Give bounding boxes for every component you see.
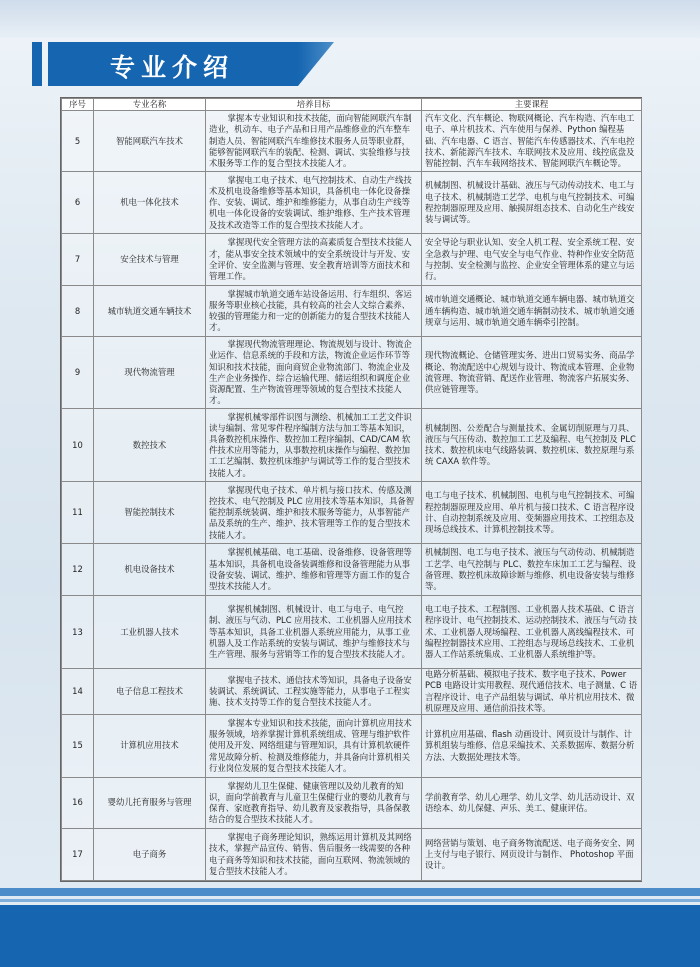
row-name: 现代物流管理 bbox=[94, 337, 206, 409]
table-row bbox=[62, 544, 642, 596]
table-row bbox=[62, 234, 642, 286]
row-name: 机电设备技术 bbox=[94, 544, 206, 596]
table-row bbox=[62, 337, 642, 409]
row-no: 13 bbox=[62, 596, 94, 669]
row-name: 计算机应用技术 bbox=[94, 715, 206, 778]
row-goal: 掌握本专业知识和技术技能，面向智能网联汽车制造业，机动车、电子产品和日用产品维修业的汽车整车制造人员、智能网联汽车维修技术服务人员等职业群，能够智能网联汽车的装配、检测、调试、实验维修与技术服务等工作的复合型技术技能人才。 bbox=[206, 111, 422, 172]
row-course: 机械制图、公差配合与测量技术、金属切削原理与刀具、液压与气压传动、数控加工工艺及编程、电气控制及 PLC 技术、数控机床电气线路装调、数控机床、数控原理与系统 CAXA 软件等。 bbox=[422, 409, 642, 482]
row-goal: 掌握电子技术、通信技术等知识，具备电子设备安装调试、系统调试、工程实施等能力，从事电子工程实施、技术支持等工作的复合型技术技能人才。 bbox=[206, 669, 422, 715]
table-row bbox=[62, 596, 642, 669]
table-row bbox=[62, 172, 642, 234]
row-no: 17 bbox=[62, 829, 94, 881]
row-course: 网络营销与策划、电子商务物流配送、电子商务安全、网上支付与电子银行、网页设计与制作、 Photoshop 平面设计。 bbox=[422, 829, 642, 881]
row-name: 安全技术与管理 bbox=[94, 234, 206, 286]
row-course: 电工电子技术、工程制图、工业机器人技术基础、C 语言程序设计、电气控制技术、运动控制技术、液压与气动 技术、工业机器人现场编程、工业机器人离线编程技术、可编程控制器技术应用、工控组态与现场总线技术、工业机器人工作站系统集成、工业机器人系统维护等。 bbox=[422, 596, 642, 669]
row-name: 电子信息工程技术 bbox=[94, 669, 206, 715]
row-goal: 掌握电工电子技术、电气控制技术、自动生产线技术及机电设备维修等基本知识，具备机电一体化设备操作、安装、调试、维护和维修能力，从事自动生产线等机电一体化设备的安装调试、维护维修、生产技术管理及技术改造等工作的复合型技术技能人才。 bbox=[206, 172, 422, 234]
row-no: 9 bbox=[62, 337, 94, 409]
row-goal: 掌握幼儿卫生保健、健康管理以及幼儿教育的知识，面向学前教育与儿童卫生保健行业的婴幼儿教育与保育、家庭教育指导、幼儿教育及家教指导，具备保教结合的复合型技术技能人才。 bbox=[206, 778, 422, 829]
row-name: 婴幼儿托育服务与管理 bbox=[94, 778, 206, 829]
majors-table bbox=[61, 98, 642, 881]
row-name: 数控技术 bbox=[94, 409, 206, 482]
row-no: 5 bbox=[62, 111, 94, 172]
majors-table-container bbox=[60, 97, 642, 882]
footer-stripe bbox=[0, 888, 700, 896]
row-goal: 掌握机械零部件识图与测绘、机械加工工艺文件识读与编制、常见零件程序编制方法与加工等基本知识，具备数控机床操作、数控加工程序编制、CAD/CAM 软件技术应用等能力，从事数控机床操作与编程、数控加工工艺编制、数控机床维护与调试等工作的复合型技术技能人才。 bbox=[206, 409, 422, 482]
table-row bbox=[62, 111, 642, 172]
row-course: 现代物流概论、仓储管理实务、进出口贸易实务、商品学概论、物流配送中心规划与设计、物流成本管理、企业物流管理、物流营销、配送作业管理、物流客户拓展实务、供应链管理等。 bbox=[422, 337, 642, 409]
row-goal: 掌握电子商务理论知识，熟练运用计算机及其网络技术，掌握产品宣传、销售、售后服务一线需要的各种电子商务等知识和技术技能，面向互联网、物流领域的复合型技术技能人才。 bbox=[206, 829, 422, 881]
table-row bbox=[62, 829, 642, 881]
row-no: 15 bbox=[62, 715, 94, 778]
row-name: 城市轨道交通车辆技术 bbox=[94, 286, 206, 337]
row-course: 机械制图、电工与电子技术、液压与气动传动、机械制造工艺学、电气控制与 PLC、数控车床加工工艺与编程、设备管理、数控机床故障诊断与维修、机电设备安装与维修等。 bbox=[422, 544, 642, 596]
row-goal: 掌握现代安全管理方法的高素质复合型技术技能人才，能从事安全技术领域中的安全系统设计与开发、安全评价、安全监测与管理、安全教育培训等方面技术和管理工作。 bbox=[206, 234, 422, 286]
row-course: 城市轨道交通概论、城市轨道交通车辆电器、城市轨道交通车辆构造、城市轨道交通车辆制动技术、城市轨道交通规章与运用、城市轨道交通车辆牵引控制。 bbox=[422, 286, 642, 337]
row-no: 7 bbox=[62, 234, 94, 286]
row-course: 安全导论与职业认知、安全人机工程、安全系统工程、安全急救与护理、电气安全与电气作业、特种作业安全防范与控制、安全检测与监控、企业安全管理体系的建立与运行。 bbox=[422, 234, 642, 286]
table-row bbox=[62, 715, 642, 778]
footer-band bbox=[0, 905, 700, 967]
row-no: 14 bbox=[62, 669, 94, 715]
row-no: 8 bbox=[62, 286, 94, 337]
header-no: 序号 bbox=[62, 99, 94, 111]
row-goal: 掌握机械基础、电工基础、设备维修、设备管理等基本知识，具备机电设备装调维修和设备管理能力从事设备安装、调试、维护、维修和管理等方面工作的复合型技术技能人才。 bbox=[206, 544, 422, 596]
row-course: 计算机应用基础、flash 动画设计、网页设计与制作、计算机组装与维修、信息采编技术、关系数据库、数据分析方法、大数据处理技术等。 bbox=[422, 715, 642, 778]
table-row bbox=[62, 669, 642, 715]
row-name: 智能网联汽车技术 bbox=[94, 111, 206, 172]
footer-stripe-thin bbox=[0, 899, 700, 902]
row-name: 机电一体化技术 bbox=[94, 172, 206, 234]
title-accent-bar bbox=[32, 42, 42, 86]
page-title: 专业介绍 bbox=[110, 53, 235, 82]
row-no: 6 bbox=[62, 172, 94, 234]
row-goal: 掌握现代电子技术、单片机与接口技术、传感及测控技术、电气控制及 PLC 应用技术等基本知识，具备智能控制系统装调、维护和技术服务等能力，从事智能产品及系统的生产、维护、技术管理等工作的复合型技术技能人才。 bbox=[206, 482, 422, 544]
header-course: 主要课程 bbox=[422, 99, 642, 111]
table-row bbox=[62, 409, 642, 482]
row-course: 电工与电子技术、机械制图、电机与电气控制技术、可编程控制器原理及应用、单片机与接口技术、C 语言程序设计、自动控制系统及应用、变频器应用技术、工控组态及现场总线技术、计算机控制技术等。 bbox=[422, 482, 642, 544]
table-row bbox=[62, 482, 642, 544]
header-name: 专业名称 bbox=[94, 99, 206, 111]
row-goal: 掌握现代物流管理理论、物流规划与设计、物流企业运作、信息系统的手段和方法，物流企业运作环节等知识和技术技能，面向商贸企业物流部门、物流企业及生产企业务操作、综合运输代理、储运组织和调度企业资源配置、生产物流管理等领域的复合型技术技能人才。 bbox=[206, 337, 422, 409]
row-goal: 掌握机械制图、机械设计、电工与电子、电气控制、液压与气动、PLC 应用技术、工业机器人应用技术等基本知识，具备工业机器人系统应用能力，从事工业机器人及工作站系统的安装与调试、维护与维修技术与生产管理、服务与营销等工作的复合型技术技能人才。 bbox=[206, 596, 422, 669]
row-course: 机械制图、机械设计基础、液压与气动传动技术、电工与电子技术、机械制造工艺学、电机与电气控制技术、可编程控制器原理及应用、触摸屏组态技术、自动化生产线安装与调试等。 bbox=[422, 172, 642, 234]
row-no: 10 bbox=[62, 409, 94, 482]
row-no: 12 bbox=[62, 544, 94, 596]
top-gradient-band bbox=[0, 0, 700, 38]
header-goal: 培养目标 bbox=[206, 99, 422, 111]
table-row bbox=[62, 778, 642, 829]
row-goal: 掌握本专业知识和技术技能，面向计算机应用技术服务领域，培养掌握计算机系统组成、管理与维护软件使用及开发、网络组建与管理知识，具有计算机软硬件常见故障分析、检测及维修能力，并具备向计算机相关行业岗位发展的复合型技术技能人才。 bbox=[206, 715, 422, 778]
row-no: 16 bbox=[62, 778, 94, 829]
row-no: 11 bbox=[62, 482, 94, 544]
row-name: 工业机器人技术 bbox=[94, 596, 206, 669]
row-name: 智能控制技术 bbox=[94, 482, 206, 544]
row-course: 电路分析基础、模拟电子技术、数字电子技术、Power PCB 电路设计实用教程、现代通信技术、电子测量、C 语言程序设计、电子产品组装与调试、单片机应用技术、微机原理及应用、通信前沿技术等。 bbox=[422, 669, 642, 715]
row-goal: 掌握城市轨道交通车站设备运用、行车组织、客运服务等职业核心技能，具有较高的社会人文综合素养、较强的管理能力和一定的创新能力的复合型技术技能人才。 bbox=[206, 286, 422, 337]
row-name: 电子商务 bbox=[94, 829, 206, 881]
row-course: 汽车文化、汽车概论、物联网概论、汽车构造、汽车电工电子、单片机技术、汽车使用与保养、Python 编程基础、汽车电器、C 语言、智能汽车传感器技术、汽车电控技术、新能源汽车技术、车联网技术及应用、线控底盘及智能控制、汽车车载网络技术、智能网联汽车概论等。 bbox=[422, 111, 642, 172]
table-row bbox=[62, 286, 642, 337]
table-header-row bbox=[62, 99, 642, 111]
row-course: 学前教育学、幼儿心理学、幼儿文学、幼儿活动设计、双语绘本、幼儿保健、声乐、美工、健康评估。 bbox=[422, 778, 642, 829]
